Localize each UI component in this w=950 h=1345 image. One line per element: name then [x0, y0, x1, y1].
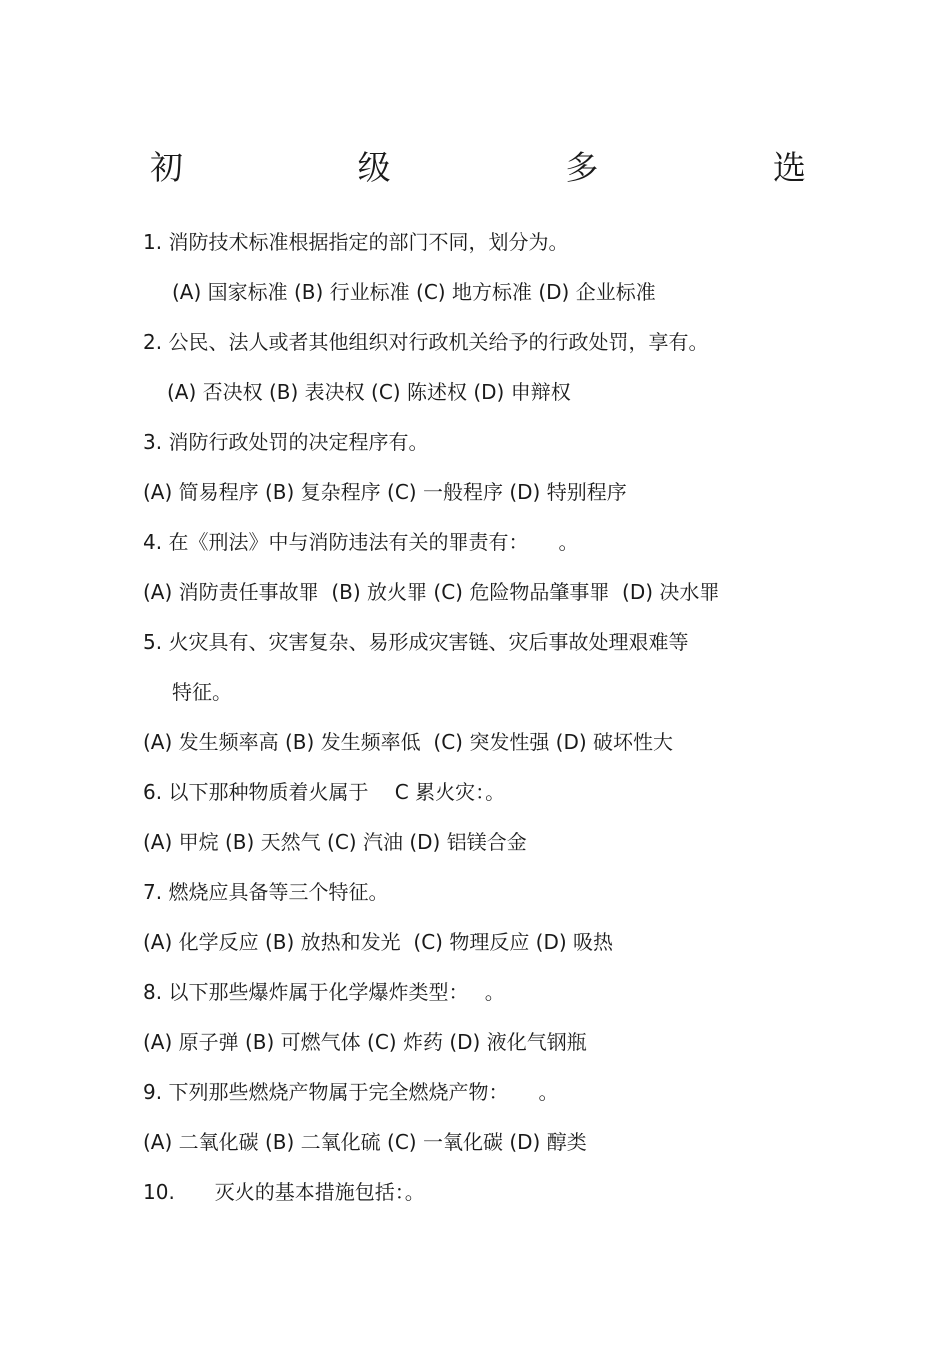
question-5-options: (A) 发生频率高 (B) 发生频率低 (C) 突发性强 (D) 破坏性大 — [143, 730, 674, 754]
title-char-3: 多 — [565, 148, 599, 187]
page-title — [150, 146, 806, 190]
question-9: 9. 下列那些燃烧产物属于完全燃烧产物： 。 — [143, 1080, 559, 1104]
question-4: 4. 在《刑法》中与消防违法有关的罪责有： 。 — [143, 530, 579, 554]
question-2-options: (A) 否决权 (B) 表决权 (C) 陈述权 (D) 申辩权 — [167, 380, 571, 404]
question-7-options: (A) 化学反应 (B) 放热和发光 (C) 物理反应 (D) 吸热 — [143, 930, 614, 954]
question-10: 10. 灭火的基本措施包括：。 — [143, 1180, 425, 1204]
title-char-2: 级 — [357, 148, 391, 187]
question-3-options: (A) 简易程序 (B) 复杂程序 (C) 一般程序 (D) 特别程序 — [143, 480, 627, 504]
question-5: 5. 火灾具有、灾害复杂、易形成灾害链、灾后事故处理艰难等 — [143, 630, 689, 654]
question-4-options: (A) 消防责任事故罪 (B) 放火罪 (C) 危险物品肇事罪 (D) 决水罪 — [143, 580, 720, 604]
question-3: 3. 消防行政处罚的决定程序有。 — [143, 430, 429, 454]
question-6-options: (A) 甲烷 (B) 天然气 (C) 汽油 (D) 铝镁合金 — [143, 830, 527, 854]
question-5-continuation: 特征。 — [172, 680, 232, 704]
title-char-1: 初 — [150, 148, 183, 187]
question-8: 8. 以下那些爆炸属于化学爆炸类型： 。 — [143, 980, 505, 1004]
question-9-options: (A) 二氧化碳 (B) 二氧化硫 (C) 一氧化碳 (D) 醇类 — [143, 1130, 587, 1154]
question-2: 2. 公民、法人或者其他组织对行政机关给予的行政处罚，享有。 — [143, 330, 709, 354]
question-1-options: (A) 国家标准 (B) 行业标准 (C) 地方标准 (D) 企业标准 — [172, 280, 656, 304]
question-8-options: (A) 原子弹 (B) 可燃气体 (C) 炸药 (D) 液化气钢瓶 — [143, 1030, 587, 1054]
question-6: 6. 以下那种物质着火属于 C 累火灾：。 — [143, 780, 506, 804]
question-7: 7. 燃烧应具备等三个特征。 — [143, 880, 389, 904]
question-1: 1. 消防技术标准根据指定的部门不同，划分为。 — [143, 230, 569, 254]
title-char-4: 选 — [772, 148, 806, 187]
